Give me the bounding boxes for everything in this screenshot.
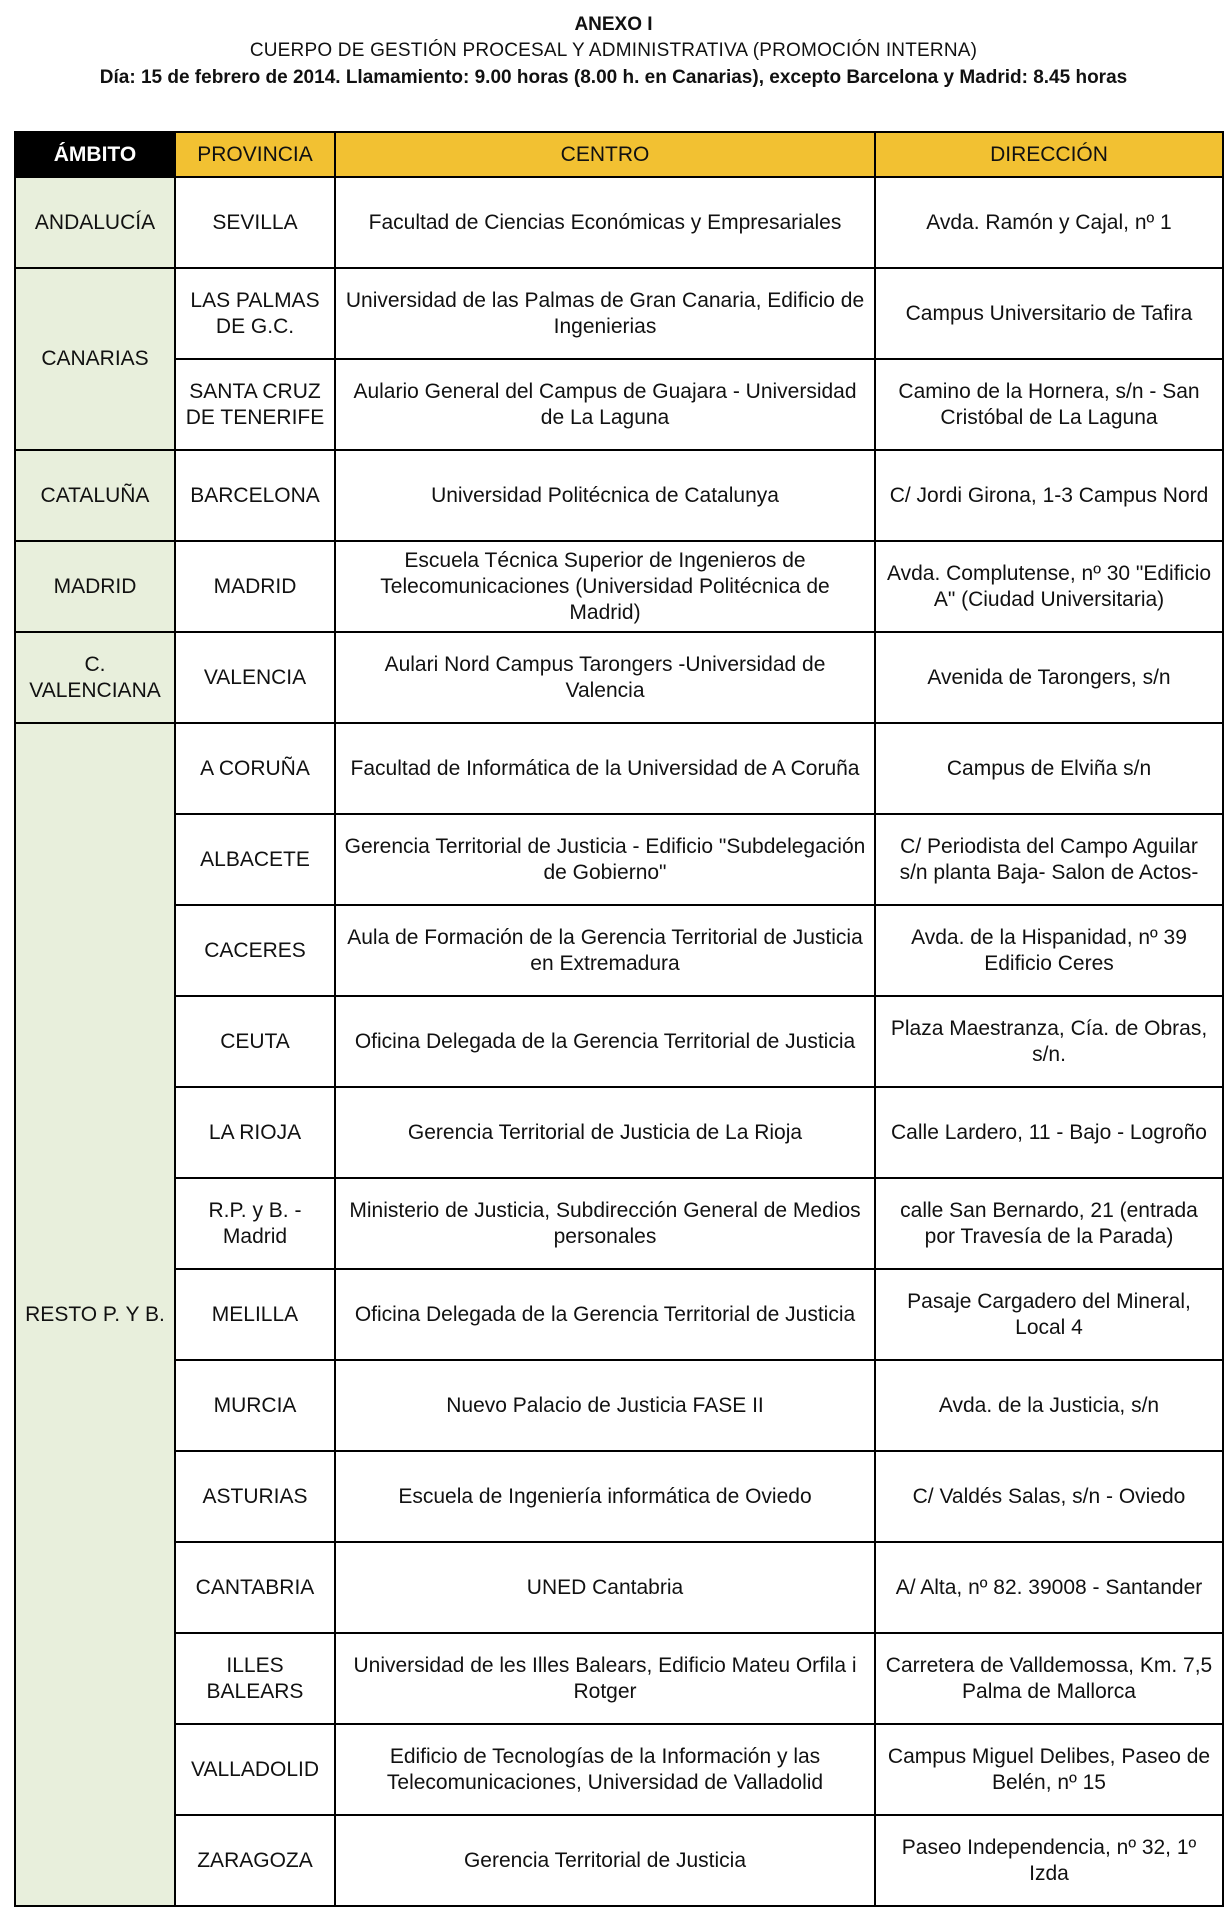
table-row xyxy=(15,1269,1223,1360)
table-row xyxy=(15,814,1223,905)
provincia-cell: SEVILLA xyxy=(175,177,335,268)
ambito-cell: RESTO P. Y B. xyxy=(15,723,175,1906)
centro-cell: Ministerio de Justicia, Subdirección General de Medios personales xyxy=(335,1178,875,1269)
table-row xyxy=(15,541,1223,632)
direccion-cell: Carretera de Valldemossa, Km. 7,5 Palma de Mallorca xyxy=(875,1633,1223,1724)
direccion-cell: Avda. Ramón y Cajal, nº 1 xyxy=(875,177,1223,268)
direccion-cell: C/ Periodista del Campo Aguilar s/n planta Baja- Salon de Actos- xyxy=(875,814,1223,905)
table-body xyxy=(15,177,1223,1906)
table-row xyxy=(15,268,1223,359)
centro-cell: Facultad de Informática de la Universidad de A Coruña xyxy=(335,723,875,814)
table-row xyxy=(15,359,1223,450)
provincia-cell: LA RIOJA xyxy=(175,1087,335,1178)
table-row xyxy=(15,450,1223,541)
column-header-provincia: PROVINCIA xyxy=(175,132,335,177)
centro-cell: Oficina Delegada de la Gerencia Territorial de Justicia xyxy=(335,996,875,1087)
centro-cell: Nuevo Palacio de Justicia FASE II xyxy=(335,1360,875,1451)
document-title: ANEXO I xyxy=(574,14,653,35)
centro-cell: Universidad Politécnica de Catalunya xyxy=(335,450,875,541)
direccion-cell: Campus de Elviña s/n xyxy=(875,723,1223,814)
direccion-cell: C/ Valdés Salas, s/n - Oviedo xyxy=(875,1451,1223,1542)
provincia-cell: ILLES BALEARS xyxy=(175,1633,335,1724)
centro-cell: Gerencia Territorial de Justicia - Edificio "Subdelegación de Gobierno" xyxy=(335,814,875,905)
table-row xyxy=(15,1451,1223,1542)
direccion-cell: Paseo Independencia, nº 32, 1º Izda xyxy=(875,1815,1223,1906)
direccion-cell: Camino de la Hornera, s/n - San Cristóbal de La Laguna xyxy=(875,359,1223,450)
table-row xyxy=(15,723,1223,814)
centro-cell: Edificio de Tecnologías de la Información y las Telecomunicaciones, Universidad de Valladolid xyxy=(335,1724,875,1815)
table-row xyxy=(15,1360,1223,1451)
exam-date-line: Día: 15 de febrero de 2014. Llamamiento: 9.00 horas (8.00 h. en Canarias), excepto Barcelona y Madrid: 8.45 horas xyxy=(99,67,1128,88)
provincia-cell: CANTABRIA xyxy=(175,1542,335,1633)
centro-cell: Oficina Delegada de la Gerencia Territorial de Justicia xyxy=(335,1269,875,1360)
centro-cell: Gerencia Territorial de Justicia de La Rioja xyxy=(335,1087,875,1178)
table-row xyxy=(15,1633,1223,1724)
direccion-cell: Campus Miguel Delibes, Paseo de Belén, nº 15 xyxy=(875,1724,1223,1815)
provincia-cell: SANTA CRUZ DE TENERIFE xyxy=(175,359,335,450)
ambito-cell: CANARIAS xyxy=(15,268,175,450)
provincia-cell: MURCIA xyxy=(175,1360,335,1451)
direccion-cell: Campus Universitario de Tafira xyxy=(875,268,1223,359)
centro-cell: Aulario General del Campus de Guajara - Universidad de La Laguna xyxy=(335,359,875,450)
direccion-cell: Avda. de la Justicia, s/n xyxy=(875,1360,1223,1451)
provincia-cell: A CORUÑA xyxy=(175,723,335,814)
ambito-cell: CATALUÑA xyxy=(15,450,175,541)
ambito-cell: C. VALENCIANA xyxy=(15,632,175,723)
centro-cell: Universidad de les Illes Balears, Edificio Mateu Orfila i Rotger xyxy=(335,1633,875,1724)
direccion-cell: Avda. Complutense, nº 30 "Edificio A" (Ciudad Universitaria) xyxy=(875,541,1223,632)
table-row xyxy=(15,905,1223,996)
centro-cell: Escuela Técnica Superior de Ingenieros de Telecomunicaciones (Universidad Politécnica de Madrid) xyxy=(335,541,875,632)
table-row xyxy=(15,996,1223,1087)
centro-cell: Aula de Formación de la Gerencia Territorial de Justicia en Extremadura xyxy=(335,905,875,996)
table-row xyxy=(15,1542,1223,1633)
provincia-cell: CEUTA xyxy=(175,996,335,1087)
centro-cell: Aulari Nord Campus Tarongers -Universidad de Valencia xyxy=(335,632,875,723)
table-row xyxy=(15,632,1223,723)
column-header-centro: CENTRO xyxy=(335,132,875,177)
provincia-cell: MELILLA xyxy=(175,1269,335,1360)
centro-cell: Gerencia Territorial de Justicia xyxy=(335,1815,875,1906)
table-row xyxy=(15,1087,1223,1178)
provincia-cell: ASTURIAS xyxy=(175,1451,335,1542)
table-header-row xyxy=(15,132,1223,177)
table-row xyxy=(15,1815,1223,1906)
direccion-cell: C/ Jordi Girona, 1-3 Campus Nord xyxy=(875,450,1223,541)
document-header xyxy=(0,12,1227,92)
direccion-cell: Calle Lardero, 11 - Bajo - Logroño xyxy=(875,1087,1223,1178)
provincia-cell: MADRID xyxy=(175,541,335,632)
ambito-cell: MADRID xyxy=(15,541,175,632)
centro-cell: Escuela de Ingeniería informática de Oviedo xyxy=(335,1451,875,1542)
table-row xyxy=(15,1724,1223,1815)
ambito-cell: ANDALUCÍA xyxy=(15,177,175,268)
table-row xyxy=(15,1178,1223,1269)
provincia-cell: R.P. y B. - Madrid xyxy=(175,1178,335,1269)
document-subtitle: CUERPO DE GESTIÓN PROCESAL Y ADMINISTRATIVA (PROMOCIÓN INTERNA) xyxy=(249,40,978,61)
direccion-cell: Pasaje Cargadero del Mineral, Local 4 xyxy=(875,1269,1223,1360)
provincia-cell: ZARAGOZA xyxy=(175,1815,335,1906)
table-row xyxy=(15,177,1223,268)
direccion-cell: A/ Alta, nº 82. 39008 - Santander xyxy=(875,1542,1223,1633)
direccion-cell: Avenida de Tarongers, s/n xyxy=(875,632,1223,723)
direccion-cell: calle San Bernardo, 21 (entrada por Travesía de la Parada) xyxy=(875,1178,1223,1269)
provincia-cell: LAS PALMAS DE G.C. xyxy=(175,268,335,359)
provincia-cell: ALBACETE xyxy=(175,814,335,905)
direccion-cell: Avda. de la Hispanidad, nº 39 Edificio Ceres xyxy=(875,905,1223,996)
direccion-cell: Plaza Maestranza, Cía. de Obras, s/n. xyxy=(875,996,1223,1087)
centro-cell: Universidad de las Palmas de Gran Canaria, Edificio de Ingenierias xyxy=(335,268,875,359)
provincia-cell: CACERES xyxy=(175,905,335,996)
provincia-cell: BARCELONA xyxy=(175,450,335,541)
exam-centers-table xyxy=(14,131,1224,1907)
column-header-ambito: ÁMBITO xyxy=(15,132,175,177)
centro-cell: UNED Cantabria xyxy=(335,1542,875,1633)
column-header-direccion: DIRECCIÓN xyxy=(875,132,1223,177)
provincia-cell: VALLADOLID xyxy=(175,1724,335,1815)
centro-cell: Facultad de Ciencias Económicas y Empresariales xyxy=(335,177,875,268)
provincia-cell: VALENCIA xyxy=(175,632,335,723)
